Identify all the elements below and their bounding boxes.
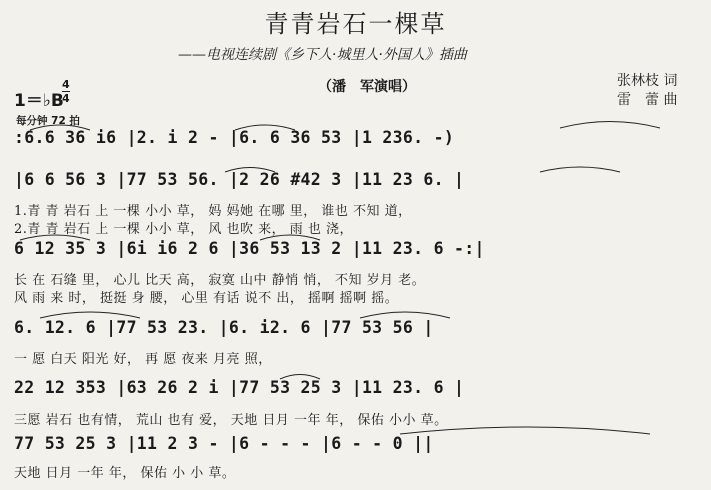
lyric-line-5: 三愿 岩石 也有情， 荒山 也有 爱， 天地 日月 一年 年， 保佑 小小 草。 bbox=[14, 413, 448, 428]
score-line-2: |6 6 56 3 |77 53 56. |2 26 #42 3 |11 23 6. | bbox=[14, 170, 465, 189]
lyric-line-2-verse-2: 2.青 青 岩石 上 一棵 小小 草， 风 也吹 来， 雨 也 浇， bbox=[14, 222, 353, 237]
lyric-line-3-verse-2: 风 雨 来 时， 挺挺 身 腰， 心里 有话 说不 出， 摇啊 摇啊 摇。 bbox=[14, 291, 399, 306]
lyric-line-2-verse-1: 1.青 青 岩石 上 一棵 小小 草， 妈 妈她 在哪 里， 谁也 不知 道， bbox=[14, 204, 412, 219]
key-signature: 1＝♭B bbox=[14, 91, 64, 111]
score-line-3: 6 12 35 3 |6i i6 2 6 |36 53 13 2 |11 23. 6 -:| bbox=[14, 239, 485, 258]
lyricist: 张林枝 词 bbox=[617, 73, 678, 89]
lyric-line-4: 一 愿 白天 阳光 好， 再 愿 夜来 月亮 照， bbox=[14, 352, 272, 367]
song-subtitle: ——电视连续剧《乡下人·城里人·外国人》插曲 bbox=[178, 47, 467, 63]
score-line-5: 22 12 353 |63 26 2 i |77 53 25 3 |11 23. 6 | bbox=[14, 378, 465, 397]
score-line-4: 6. 12. 6 |77 53 23. |6. i2. 6 |77 53 56 | bbox=[14, 318, 434, 337]
slur-mark bbox=[540, 167, 620, 172]
slur-mark bbox=[560, 122, 660, 129]
tempo-marking: 每分钟 72 拍 bbox=[16, 115, 80, 127]
lyric-line-6: 天地 日月 一年 年， 保佑 小 小 草。 bbox=[14, 466, 236, 481]
time-signature bbox=[62, 78, 70, 105]
score-line-6: 77 53 25 3 |11 2 3 - |6 - - - |6 - - 0 || bbox=[14, 434, 434, 453]
performer: （潘 军演唱） bbox=[318, 79, 416, 95]
time-signature-top: 4 bbox=[62, 78, 70, 91]
composer: 雷 蕾 曲 bbox=[617, 92, 678, 108]
time-signature-bottom: 4 bbox=[62, 92, 70, 105]
song-title: 青青岩石一棵草 bbox=[264, 10, 447, 38]
score-line-1: :6.6 36 i6 |2. i 2 - |6. 6 36 53 |1 236. -) bbox=[14, 128, 455, 147]
lyric-line-3-verse-1: 长 在 石缝 里， 心儿 比天 高， 寂寞 山中 静悄 悄， 不知 岁月 老。 bbox=[14, 273, 426, 288]
credits bbox=[617, 72, 677, 110]
slur-mark bbox=[400, 427, 650, 434]
